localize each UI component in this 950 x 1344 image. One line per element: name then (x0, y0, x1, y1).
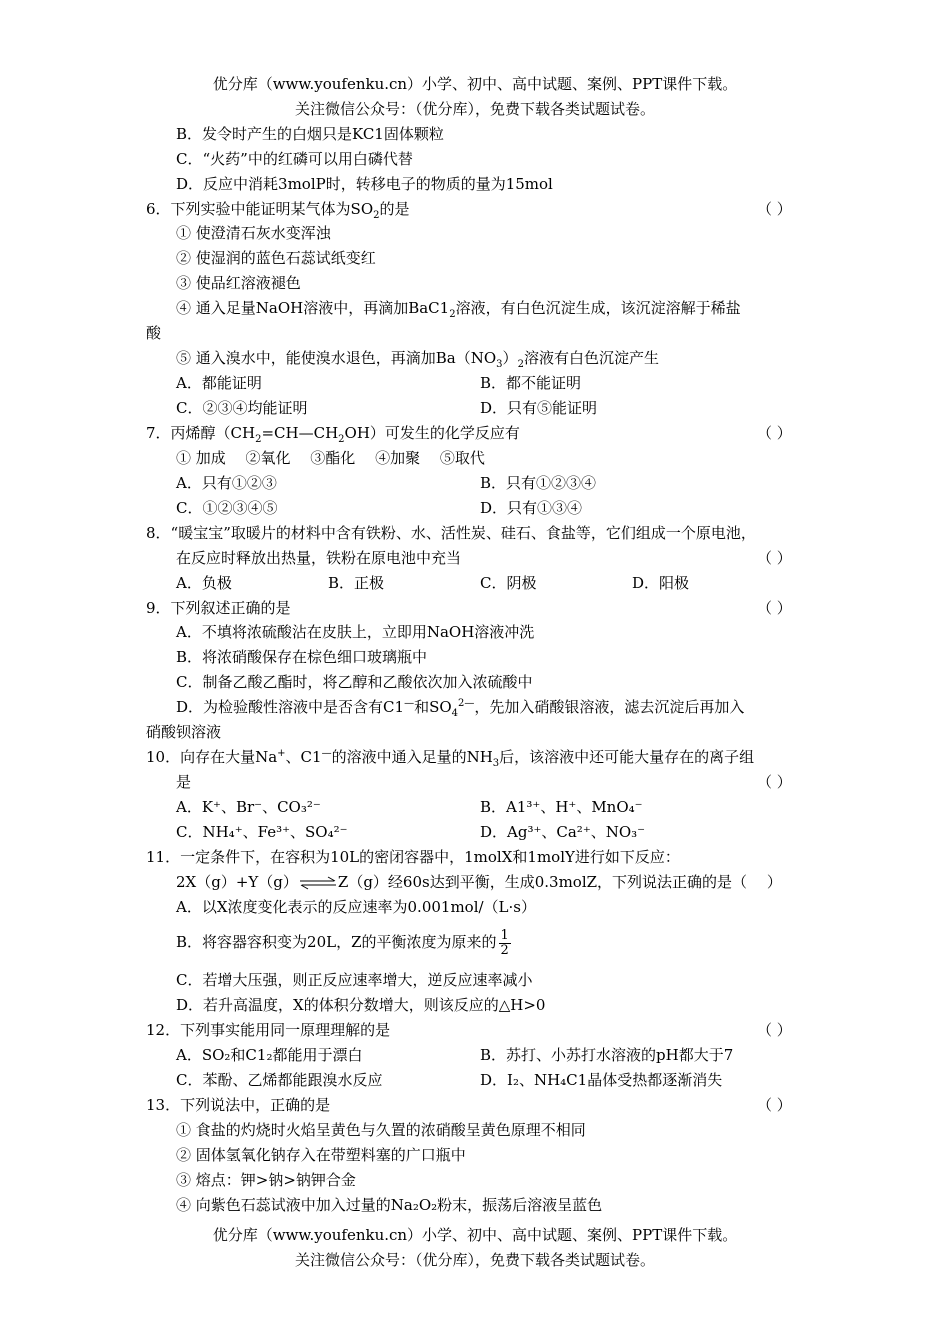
q10-option-c: C．NH₄⁺、Fe³⁺、SO₄²⁻ (176, 823, 348, 841)
q10-answer-blank: （ ） (757, 773, 792, 791)
header-line-2: 关注微信公众号：（优分库），免费下载各类试题试卷。 (294, 100, 655, 118)
q13-item-4: ④ 向紫色石蕊试液中加入过量的Na₂O₂粉末，振荡后溶液呈蓝色 (176, 1196, 603, 1214)
q6-option-b: B．都不能证明 (480, 374, 582, 392)
q5-option-b: B．发令时产生的白烟只是KC1固体颗粒 (176, 125, 444, 143)
q11-option-c: C．若增大压强，则正反应速率增大，逆反应速率减小 (176, 971, 533, 989)
q11-equation: 2X（g）+Y（g） Z（g）经60s达到平衡，生成0.3molZ，下列说法正确的是（ ） (176, 873, 782, 891)
q13-answer-blank: （ ） (757, 1096, 792, 1114)
q12-option-b: B．苏打、小苏打水溶液的pH都大于7 (480, 1046, 734, 1064)
q6-item-3: ③ 使品红溶液褪色 (176, 274, 301, 292)
q13-item-2: ② 固体氢氧化钠存入在带塑料塞的广口瓶中 (176, 1146, 466, 1164)
header-line-1: 优分库（www.youfenku.cn）小学、初中、高中试题、案例、PPT课件下载。 (212, 75, 738, 93)
q12-answer-blank: （ ） (757, 1021, 792, 1039)
q6-option-a: A．都能证明 (176, 374, 262, 392)
q7-option-b: B．只有①②③④ (480, 474, 597, 492)
q6-answer-blank: （ ） (757, 200, 792, 218)
q13-stem: 13．下列说法中，正确的是 (146, 1096, 331, 1114)
q8-stem-cont: 在反应时释放出热量，铁粉在原电池中充当 (176, 549, 462, 567)
q5-option-c: C．“火药”中的红磷可以用白磷代替 (176, 150, 413, 168)
q5-option-d: D．反应中消耗3molP时，转移电子的物质的量为15mol (176, 175, 553, 193)
q12-option-c: C．苯酚、乙烯都能跟溴水反应 (176, 1071, 383, 1089)
q13-item-3: ③ 熔点：钾>钠>钠钾合金 (176, 1171, 356, 1189)
q7-option-d: D．只有①③④ (480, 499, 583, 517)
q6-option-c: C．②③④均能证明 (176, 399, 308, 417)
q10-option-a: A．K⁺、Br⁻、CO₃²⁻ (176, 798, 321, 816)
q8-option-d: D．阳极 (632, 574, 690, 592)
q10-stem-cont: 是 (176, 773, 192, 791)
q9-option-c: C．制备乙酸乙酯时，将乙醇和乙酸依次加入浓硫酸中 (176, 673, 533, 691)
q8-option-a: A．负极 (176, 574, 232, 592)
q12-option-d: D．I₂、NH₄C1晶体受热都逐渐消失 (480, 1071, 723, 1089)
q12-option-a: A．SO₂和C1₂都能用于漂白 (176, 1046, 363, 1064)
q13-item-1: ① 食盐的灼烧时火焰呈黄色与久置的浓硝酸呈黄色原理不相同 (176, 1121, 586, 1139)
q8-stem: 8．“暖宝宝”取暖片的材料中含有铁粉、水、活性炭、硅石、食盐等，它们组成一个原电池， (146, 524, 756, 542)
q7-stem: 7．丙烯醇$(CH_2=CH—CH_2OH)$可发生的化学反应有 (146, 424, 520, 445)
q9-option-d-cont: 硝酸钡溶液 (146, 723, 222, 741)
equilibrium-arrow-icon (298, 876, 338, 890)
q8-option-c: C．阴极 (480, 574, 537, 592)
q7-option-c: C．①②③④⑤ (176, 499, 278, 517)
q6-stem: 6．下列实验中能证明某气体为$SO_2$的是 (146, 200, 410, 221)
q9-option-a: A．不填将浓硫酸沾在皮肤上，立即用NaOH溶液冲洗 (176, 623, 535, 641)
q9-option-d: D．为检验酸性溶液中是否含有C1—和$SO_4^{2—}$，先加入硝酸银溶液，滤去沉淀后再加入 (176, 698, 745, 719)
q8-answer-blank: （ ） (757, 549, 792, 567)
q9-answer-blank: （ ） (757, 599, 792, 617)
footer-line-2: 关注微信公众号：（优分库），免费下载各类试题试卷。 (294, 1251, 655, 1269)
q6-item-4-cont: 酸 (146, 324, 162, 342)
q10-stem: 10．向存在大量Na+、C1—的溶液中通入足量的$NH_3$后，该溶液中还可能大量存在的离子组 (146, 748, 755, 769)
q11-option-a: A．以X浓度变化表示的反应速率为0.001mol/（L·s） (176, 898, 536, 916)
q11-option-d: D．若升高温度，X的体积分数增大，则该反应的△H>0 (176, 996, 546, 1014)
q6-option-d: D．只有⑤能证明 (480, 399, 598, 417)
q7-answer-blank: （ ） (757, 424, 792, 442)
q7-items: ① 加成 ②氧化 ③酯化 ④加聚 ⑤取代 (176, 449, 485, 467)
q6-item-5: ⑤ 通入溴水中，能使溴水退色，再滴加$Ba(NO_3)_2$溶液有白色沉淀产生 (176, 349, 659, 370)
fraction-one-half: $\frac{1}{2}$ (500, 927, 509, 958)
q10-option-d: D．Ag³⁺、Ca²⁺、NO₃⁻ (480, 823, 646, 841)
footer-line-1: 优分库（www.youfenku.cn）小学、初中、高中试题、案例、PPT课件下载。 (212, 1226, 738, 1244)
q11-stem: 11．一定条件下，在容积为10L的密闭容器中，1molX和1molY进行如下反应： (146, 848, 680, 866)
q7-option-a: A．只有①②③ (176, 474, 277, 492)
q9-stem: 9．下列叙述正确的是 (146, 599, 291, 617)
q6-item-4: ④ 通入足量NaOH溶液中，再滴加$BaC1_2$溶液，有白色沉淀生成，该沉淀溶解于稀盐 (176, 299, 741, 320)
q11-option-b: B．将容器容积变为20L，Z的平衡浓度为原来的 $\frac{1}{2}$ (176, 927, 509, 958)
q12-stem: 12．下列事实能用同一原理理解的是 (146, 1021, 391, 1039)
q10-option-b: B．A1³⁺、H⁺、MnO₄⁻ (480, 798, 643, 816)
q8-option-b: B．正极 (328, 574, 385, 592)
q6-item-1: ① 使澄清石灰水变浑浊 (176, 224, 331, 242)
q6-item-2: ② 使湿润的蓝色石蕊试纸变红 (176, 249, 376, 267)
q9-option-b: B．将浓硝酸保存在棕色细口玻璃瓶中 (176, 648, 428, 666)
